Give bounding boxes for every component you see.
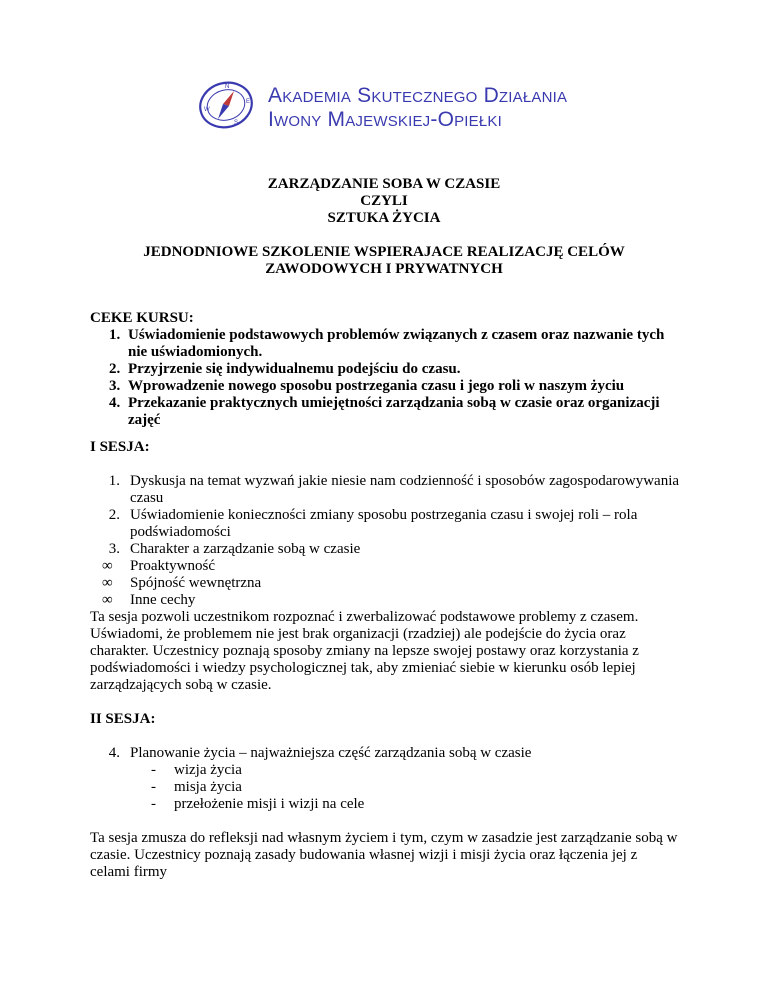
compass-letter-w: W — [204, 107, 210, 113]
subitem-text: misja życia — [174, 779, 242, 795]
session2-subitem — [90, 796, 680, 813]
subtitle-line-2: ZAWODOWYCH I PRYWATNYCH — [265, 261, 503, 277]
item-text: Uświadomienie konieczności zmiany sposobu postrzegania czasu i swojej roli – rola podświadomości — [130, 507, 638, 540]
session2-summary: Ta sesja zmusza do refleksji nad własnym życiem i tym, czym w zasadzie jest zarządzanie sobą w czasie. Uczestnicy poznają zasady budowania własnej wizji i misji życia oraz łączenia jej z celami firmy — [90, 830, 678, 880]
session1-list — [90, 473, 680, 609]
document-body — [90, 310, 680, 881]
item-number: 4. — [108, 745, 120, 761]
title-line-1: ZARZĄDZANIE SOBA W CZASIE — [267, 176, 501, 192]
bullet-text: Proaktywność — [130, 558, 215, 574]
subitem-text: przełożenie misji i wizji na cele — [174, 796, 365, 812]
bullet-text: Spójność wewnętrzna — [130, 575, 262, 591]
title-line-3: SZTUKA ŻYCIA — [327, 210, 441, 226]
dash-marker: - — [151, 796, 156, 812]
session1-summary: Ta sesja pozwoli uczestnikom rozpoznać i zwerbalizować podstawowe problemy z czasem. Uświadomi, że problemem nie jest brak organizacji (rzadziej) ale podejście do życia oraz charakter. Uczestnicy poznają sposoby zmiany na lepsze swojej postawy oraz korzystania z podświadomości i wiedzy psychologicznej tak, aby zmieniać siebie w kierunku osób lepiej zarządzających sobą w czasie. — [90, 609, 639, 693]
goals-list — [90, 327, 680, 429]
session2-subitem — [90, 779, 680, 796]
infinity-bullet-icon: ∞ — [102, 592, 113, 608]
session2-sublist — [90, 762, 680, 813]
session1-heading: I SESJA: — [90, 439, 150, 455]
document-title — [100, 176, 668, 227]
logo-line-1: Akademia Skutecznego Działania — [268, 84, 568, 107]
session1-bullet — [90, 575, 680, 592]
compass-letter-n: N — [225, 84, 230, 90]
session1-bullet — [90, 592, 680, 609]
goal-item: 1. Uświadomienie podstawowych problemów związanych z czasem oraz nazwanie tych nie uświadomionych. — [124, 327, 680, 361]
item-text: Planowanie życia – najważniejsza część zarządzania sobą w czasie — [130, 745, 532, 761]
item-number: 1. — [108, 473, 120, 489]
document-subtitle — [100, 244, 668, 278]
session2-list — [90, 745, 680, 762]
dash-marker: - — [151, 762, 156, 778]
compass-letter-s: S — [234, 120, 239, 126]
subitem-text: wizja życia — [174, 762, 242, 778]
infinity-bullet-icon: ∞ — [102, 558, 113, 574]
session2-subitem — [90, 762, 680, 779]
session1-item — [90, 473, 680, 507]
goal-item: 2. Przyjrzenie się indywidualnemu podejściu do czasu. — [124, 361, 680, 378]
session2-heading: II SESJA: — [90, 711, 156, 727]
item-text: Dyskusja na temat wyzwań jakie niesie nam codzienność i sposobów zagospodarowywania czasu — [130, 473, 680, 506]
item-text: Charakter a zarządzanie sobą w czasie — [130, 541, 361, 557]
subtitle-line-1: JEDNODNIOWE SZKOLENIE WSPIERAJACE REALIZACJĘ CELÓW — [143, 244, 625, 260]
title-line-2: CZYLI — [360, 193, 408, 209]
item-number: 2. — [108, 507, 120, 523]
logo-line-2: Iwony Majewskiej-Opiełki — [268, 108, 502, 131]
session1-item — [90, 541, 680, 558]
session2-item — [90, 745, 680, 762]
academy-logo — [196, 74, 616, 144]
bullet-text: Inne cechy — [130, 592, 196, 608]
goal-item: 4. Przekazanie praktycznych umiejętności zarządzania sobą w czasie oraz organizacji zajęć — [124, 395, 680, 429]
goals-heading: CEKE KURSU: — [90, 310, 194, 326]
dash-marker: - — [151, 779, 156, 795]
infinity-bullet-icon: ∞ — [102, 575, 113, 591]
item-number: 3. — [108, 541, 120, 557]
compass-letter-e: E — [246, 99, 251, 105]
session1-item — [90, 507, 680, 541]
goal-item: 3. Wprowadzenie nowego sposobu postrzegania czasu i jego roli w naszym życiu — [124, 378, 680, 395]
compass-icon — [196, 78, 256, 132]
session1-bullet — [90, 558, 680, 575]
